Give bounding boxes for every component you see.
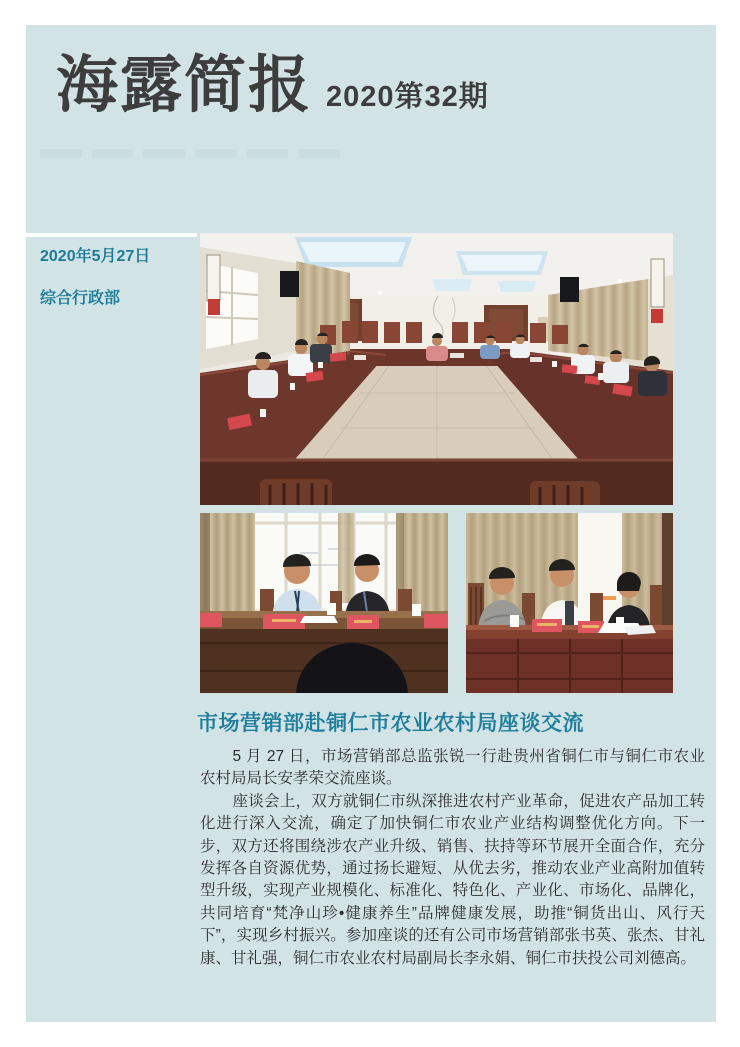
two-officials-illustration xyxy=(200,513,448,693)
header-divider-gap xyxy=(26,233,197,237)
photo-meeting-room-wide xyxy=(200,233,673,505)
masthead xyxy=(56,52,489,120)
three-officials-illustration xyxy=(466,513,673,693)
article-paragraph-1: 5 月 27 日，市场营销部总监张锐一行赴贵州省铜仁市与铜仁市农业农村局局长安孝荣交流座谈。 xyxy=(200,748,705,788)
meeting-room-illustration xyxy=(200,233,673,505)
issue-number: 2020第32期 xyxy=(326,81,489,114)
article-body xyxy=(200,746,705,970)
newsletter-title: 海露简报 xyxy=(56,51,313,120)
issue-meta xyxy=(40,243,150,308)
article-heading: 市场营销部赴铜仁市农业农村局座谈交流 xyxy=(197,712,584,735)
photo-three-officials xyxy=(466,513,673,693)
faint-watermark-text xyxy=(40,149,340,158)
issue-date: 2020年5月27日 xyxy=(40,248,151,265)
issue-department: 综合行政部 xyxy=(40,290,121,307)
photo-two-officials xyxy=(200,513,448,693)
article-paragraph-2: 座谈会上，双方就铜仁市纵深推进农村产业革命，促进农产品加工转化进行深入交流，确定了加快铜仁市农业产业结构调整优化方向。下一步，双方还将围绕涉农产业升级、销售、扶持等环节展开全面合作，充分发挥各自资源优势，通过扬长避短、从优去劣，推动农业产业高附加值转型升级，实现产业规模化、标准化、特色化、产业化、市场化、品牌化，共同培育“梵净山珍•健康养生”品牌健康发展，助推“铜货出山、风行天下”，实现乡村振兴。参加座谈的还有公司市场营销部张书英、张杰、甘礼康、甘礼强，铜仁市农业农村局副局长李永娟、铜仁市扶投公司刘德高。 xyxy=(200,792,705,967)
